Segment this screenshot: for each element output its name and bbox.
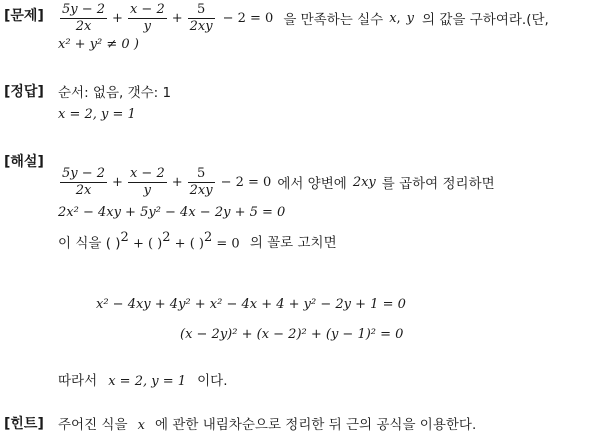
sol-fraction-2-denominator: y (143, 182, 152, 198)
problem-text-1: 을 만족하는 실수 (283, 12, 384, 28)
solution-line-3: 이 식을 ( )$^2$ + ( )$^2$ + ( )$^2$ = 0 의 꼴로 고치면 (58, 230, 337, 252)
two-xy: 2xy (352, 174, 376, 190)
answer-count: 순서: 없음, 갯수: 1 (58, 85, 172, 101)
fraction-1-denominator: 2x (75, 18, 92, 34)
hint-var: x (137, 418, 145, 433)
fraction-1-numerator: 5y − 2 (62, 1, 106, 17)
problem-statement: $\frac{5y - 2}{2x}$ + $\frac{x - 2}{y}$ + $\frac{5}{2xy}$ − 2 = 0 을 만족하는 실수 x , y 의 값을 구하여라.(단, (62, 1, 549, 34)
conclusion-equation: x = 2, y = 1 (108, 374, 187, 389)
fraction-3 (188, 2, 215, 35)
answer-equation: x = 2, y = 1 (58, 107, 136, 122)
sol-fraction-1-numerator: 5y − 2 (62, 165, 106, 181)
answer-label: [정답] (4, 84, 44, 100)
problem-label: [문제] (4, 8, 44, 24)
sol-fraction-3-numerator: 5 (188, 166, 215, 183)
conclusion (58, 369, 227, 389)
equation-tail: − 2 = 0 (222, 10, 274, 26)
expanded-equation: 2x² − 4xy + 5y² − 4x − 2y + 5 = 0 (58, 205, 286, 220)
fraction-3-denominator: 2xy (189, 18, 213, 34)
var-x: x (389, 10, 397, 26)
solution-line-3b: 의 꼴로 고치면 (249, 235, 337, 252)
solution-line-3a: 이 식을 ( ) (58, 235, 121, 252)
fraction-2-numerator: x − 2 (129, 1, 165, 17)
hint-label: [힌트] (4, 416, 44, 432)
solution-line-1: $\frac{5y - 2}{2x}$ + $\frac{x - 2}{y}$ + $\frac{5}{2xy}$ − 2 = 0 에서 양변에 2xy 를 곱하여 정리하면 (62, 165, 495, 198)
hint-text-1: 주어진 식을 (58, 417, 128, 433)
fraction-3-numerator: 5 (188, 2, 215, 19)
fraction-2 (128, 2, 167, 35)
problem-text-2: 의 값을 구하여라.(단, (422, 12, 549, 28)
sol-fraction-1-denominator: 2x (75, 182, 92, 198)
hint-text-2: 에 관한 내림차순으로 정리한 뒤 근의 공식을 이용한다. (155, 417, 477, 433)
var-y: y (406, 10, 415, 26)
regroup-equation: x² − 4xy + 4y² + x² − 4x + 4 + y² − 2y + 1 = 0 (96, 297, 406, 312)
sol-equation-tail: − 2 = 0 (220, 174, 272, 190)
sol-fraction-2-numerator: x − 2 (129, 165, 165, 181)
solution-text-1: 에서 양변에 (277, 176, 347, 192)
squares-equation: (x − 2y)² + (x − 2)² + (y − 1)² = 0 (180, 327, 404, 342)
fraction-2-denominator: y (143, 18, 152, 34)
solution-label: [해설] (4, 154, 44, 170)
fraction-1 (60, 2, 107, 35)
conclusion-text-a: 따라서 (58, 373, 98, 389)
conclusion-text-b: 이다. (197, 373, 228, 389)
sol-fraction-3-denominator: 2xy (189, 182, 213, 198)
solution-text-2: 를 곱하여 정리하면 (381, 176, 495, 192)
hint-text (58, 413, 476, 433)
problem-condition: x² + y² ≠ 0 ) (58, 37, 139, 52)
